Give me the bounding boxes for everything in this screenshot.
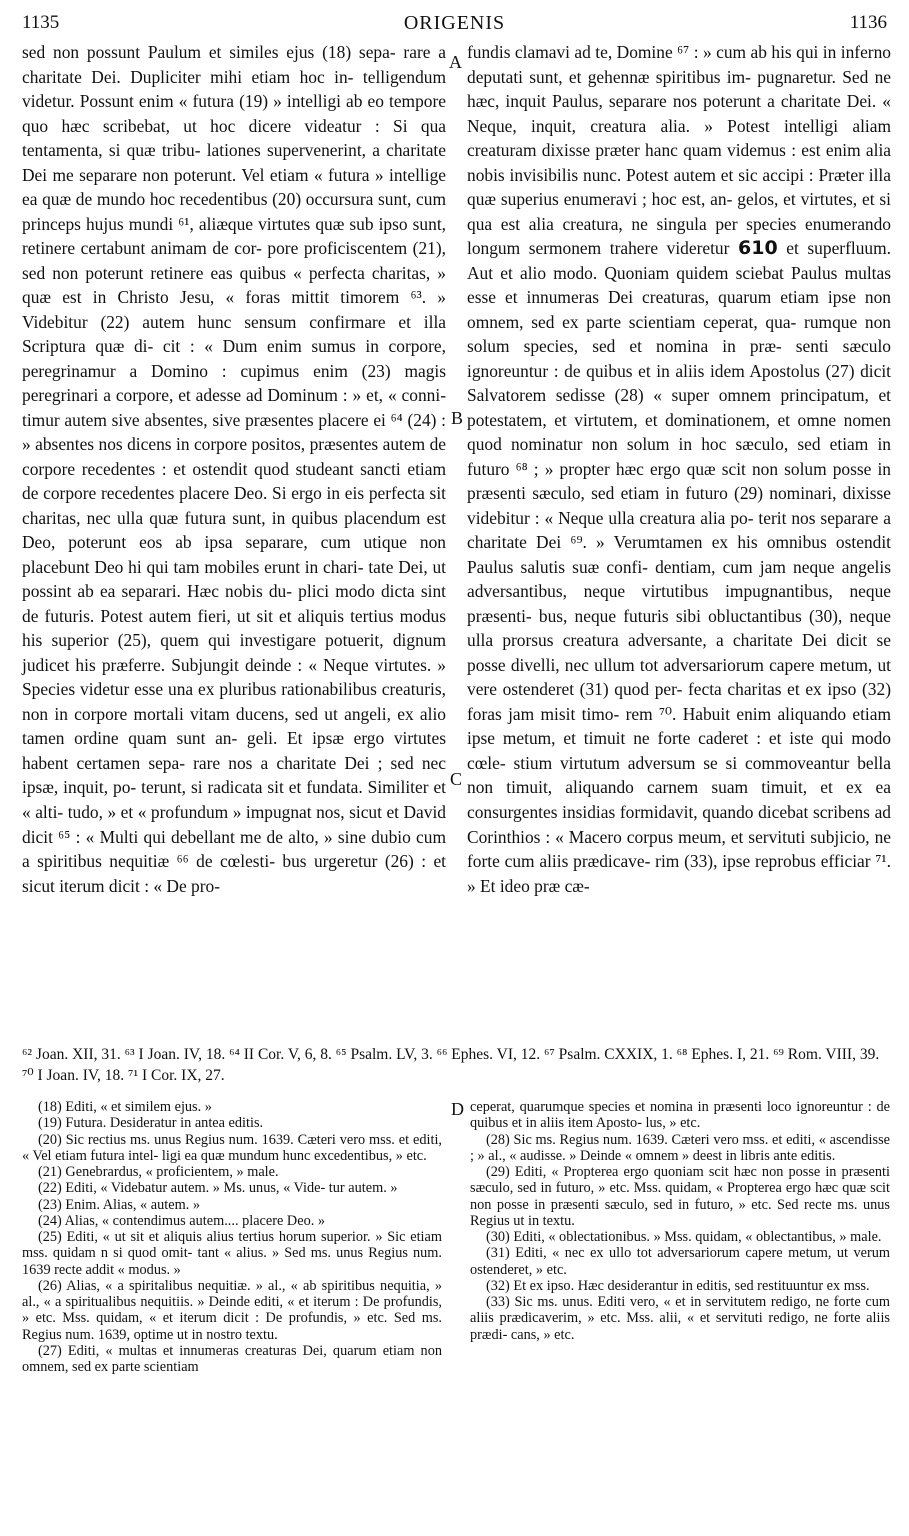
section-marker-c: C: [450, 769, 463, 789]
note: (25) Editi, « ut sit et aliquis alius tertius horum superior. » Sic etiam mss. quidam n si quod omit- tant « alius. » Sed ms. unus Regius num. 1639 recte addit « modus. »: [22, 1229, 442, 1278]
note: (22) Editi, « Videbatur autem. » Ms. unus, « Vide- tur autem. »: [38, 1180, 398, 1197]
paragraph: sed non possunt Paulum et similes ejus (18) sepa- rare a charitate Dei. Dupliciter mihi etiam hoc in- telligendum videtur. Possunt enim « futura (19) » intelligi ab eo tempore quo hæc scribebat, ut hoc dicere videatur : Si qua tentamenta, si quæ tribu- lationes supervenerint, a charitate Dei me separare non poterunt. Vel etiam « futura » intellige ea quæ de mundo hoc recedentibus (20) occursura sunt, cum princeps hujus mundi ⁶¹, aliæque virtutes quæ sub ipso sunt, retinere certabunt animam de cor- pore proficiscentem (21), sed non poterunt retinere eas quibus « perfecta charitas, » quæ est in Christo Jesu, « foras mittit timorem ⁶³. » Videbitur (22) autem hunc sensum confirmare et illa Scriptura quæ di- cit : « Dum enim sumus in corpore, peregrinamur a Domino : cupimus enim (23) magis peregrinari a corpore, et adesse ad Dominum : » et, « conni- timur autem sive absentes, sive præsentes placere ei ⁶⁴ (24) : » absentes nos dicens in corpore positos, præsentes autem de corpore recedentes : et ostendit quod studeant sancti etiam de corpore recedentes placere Deo. Si ergo in eis perfecta sit charitas, nec ulla quæ futura sunt, in quibus placendum est Deo, poterunt eos ab ipsa separare, cum utique non placebunt Deo hi qui tam mobiles erunt in chari- tate Dei, ut possint ab ea separari. Hæc nobis du- plici modo dicta sint de futuris. Potest autem fieri, ut sit et aliquis tertius modus his superior (25), quem qui investigare potuerit, dignum judicet his præferre. Subjungit deinde : « Neque virtutes. » Species videtur esse una ex pluribus rationabilibus creaturis, non in corpore mortali vitam ducens, sed ut angeli, ex alio tamen ordine quam sunt an- geli. Et ipsæ ergo virtutes habent certamen sepa- rare nos a charitate Dei ; sed nec ipsæ, inquit, po- terunt, si radicata sit et fundata. Similiter et « alti- tudo, » et « profundum » impugnat nos, sicut et David dicit ⁶⁵ : « Multi qui debellant me de alto, » sine dubio cum a spiritibus nequitiæ ⁶⁶ de cœlesti- bus urgeretur (26) : et sicut iterum dicit : « De pro-: [22, 42, 446, 896]
note: (23) Enim. Alias, « autem. »: [38, 1196, 201, 1213]
note: (24) Alias, « contendimus autem.... placere Deo. »: [38, 1212, 326, 1229]
page-number-left: 1135: [22, 12, 60, 33]
scripture-references: ⁶² Joan. XII, 31. ⁶³ I Joan. IV, 18. ⁶⁴ II Cor. V, 6, 8. ⁶⁵ Psalm. LV, 3. ⁶⁶ Ephes. VI, 12. ⁶⁷ Psalm. CXXIX, 1. ⁶⁸ Ephes. I, 21. ⁶⁹ Rom. VIII, 39. ⁷⁰ I Joan. IV, 18. ⁷¹ I Cor. IX, 27.: [22, 1046, 880, 1084]
note: (18) Editi, « et similem ejus. »: [38, 1099, 212, 1115]
note: (28) Sic ms. Regius num. 1639. Cæteri vero mss. et editi, « ascendisse ; » al., « audisse. » Deinde « omnem » deest in libris ante editis.: [470, 1131, 890, 1164]
text-before-column-number: fundis clamavi ad te, Domine ⁶⁷ : » cum ab his qui in inferno deputati sunt, et gehennæ spiritibus im- pugnaretur. Sed ne hæc, inquit Paulus, separare nos poterunt a charitate Dei. « Neque, inquit, creatura alia. » Potest intelligi aliam creaturam dixisse præter hanc quam videmus : est enim alia nobis invisibilis nunc. Potest autem et sic accipi : Præter illa quæ superius enumeravi ; hoc est, an- gelos, et virtutes, et si qua est alia creatura, ne singula per species enumerando longum sermonem trahere videretur: [467, 42, 891, 259]
notes-column-right: [470, 1099, 890, 1343]
notes-column-left: [22, 1099, 442, 1375]
text-column-left: [22, 40, 446, 898]
section-marker-d: D: [451, 1099, 464, 1119]
note: (31) Editi, « nec ex ullo tot adversariorum capere metum, ut verum ostenderet, » etc.: [470, 1245, 890, 1278]
note: (21) Genebrardus, « proficientem, » male.: [38, 1164, 279, 1180]
section-marker-b: B: [451, 408, 464, 428]
page-title: ORIGENIS: [403, 12, 506, 34]
note: (19) Futura. Desideratur in antea editis.: [38, 1115, 264, 1132]
running-header: [22, 12, 887, 36]
note: (26) Alias, « a spiritalibus nequitiæ. » al., « ab spiritibus nequitia, » al., « a spiritualibus nequitiis. » Deinde editi, « et iterum : De profundis, » etc. Mss. quidam, « et iterum dicit : De profundis, » etc. Sed ms. Regius num. 1639, optime ut in nostro textu.: [22, 1277, 442, 1343]
note: ceperat, quarumque species et nomina in præsenti loco ignoreuntur : de quibus et in aliis item Aposto- lus, » etc.: [470, 1099, 890, 1132]
note: (30) Editi, « oblectationibus. » Mss. quidam, « oblectantibus, » male.: [486, 1229, 882, 1245]
paragraph: [467, 40, 891, 898]
text-after-column-number: et superfluum. Aut et alio modo. Quoniam quidem sciebat Paulus multas esse et innumeras Dei creaturas, quarum etiam ipse non omnem, sed ex parte scientiam ceperat, qua- rumque non solum species, sed et nomina in præ- senti sæculo ignoreuntur : de quibus et in aliis idem Apostolus (27) dicit Salvatorem sedisse (28) « super omnem principatum, et potestatem, et virtutem, et dominationem, et omne nomen quod nominatur non solum in hoc sæculo, sed etiam in futuro ⁶⁸ ; » propter hæc ergo quæ scit non solum posse in præsenti sæculo, sed etiam in futuro (29) nominari, dixisse videbitur : « Neque ulla creatura alia po- terit nos separare a charitate Dei ⁶⁹. » Verumtamen ex his omnibus ostendit Paulus salutis suæ confi- dentiam, cum jam neque angelis adversantibus, neque virtutibus impugnantibus, neque præsenti- bus, neque futuris sibi obluctantibus (30), neque ulla prorsus creatura adversante, a charitate Dei dicit se posse divelli, nec ullum tot adversariorum capere metum, ut vere ostenderet (31) quod per- fecta charitas et ex ipso (32) foras jam misit timo- rem ⁷⁰. Habuit enim aliquando etiam ipse metum, et timuit ne forte caderet : et iste qui modo cœle- stium virtutum adversum se si commoveantur bella non timuit, aliquando carnem suam timuit, et ex ea consurgentes insidias formidavit, quando dicebat scribens ad Corinthios : « Macero corpus meum, et servituti subjicio, ne forte cum aliis prædicave- rim (33), ipse reprobus efficiar ⁷¹. » Et ideo præ cæ-: [467, 238, 891, 896]
note: (33) Sic ms. unus. Editi vero, « et in servitutem redigo, ne forte cum aliis prædicaverim, » etc. Mss. alii, « et servituti redigo, ne forte aliis prædi- cans, » etc.: [470, 1294, 890, 1343]
note: (32) Et ex ipso. Hæc desiderantur in editis, sed restituuntur ex mss.: [486, 1277, 870, 1294]
section-marker-a: A: [449, 52, 462, 72]
text-column-right: [467, 40, 891, 898]
page-number-right: 1136: [849, 12, 887, 33]
note: (29) Editi, « Propterea ergo quoniam scit hæc non posse in præsenti sæculo, sed in futuro, » etc. Mss. quidam, « Propterea ergo hæc quæ scit non posse in præsenti sæculo, sed in futuro, » etc. Sed recte ms. unus Regius ut in textu.: [470, 1164, 890, 1229]
note: (20) Sic rectius ms. unus Regius num. 1639. Cæteri vero mss. et editi, « Vel etiam futura intel- ligi ea quæ mundum hunc excedentibus, » etc.: [22, 1131, 442, 1164]
column-number: 610: [738, 237, 778, 260]
note: (27) Editi, « multas et innumeras creaturas Dei, quarum etiam non omnem, sed ex parte scientiam: [22, 1342, 442, 1375]
